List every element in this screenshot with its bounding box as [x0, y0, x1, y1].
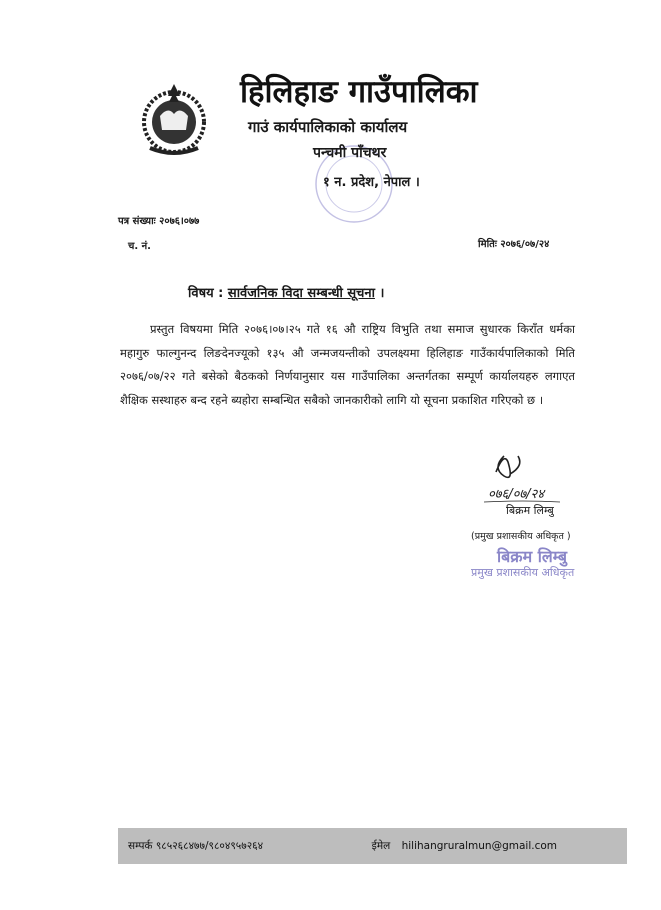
- subject-label: विषय :: [188, 286, 224, 301]
- signatory-title: (प्रमुख प्रशासकीय अधिकृत ): [471, 531, 571, 542]
- notice-paragraph: प्रस्तुत विषयमा मिति २०७६।०७।२५ गते १६ औ राष्ट्रिय विभुति तथा समाज सुधारक किराँत धर्मका महागुरु फाल्गुनन्द लिङदेनज्यूको १३५ औ जन्मजयन्तीको उपलक्ष्यमा हिलिहाङ गाउँकार्यपालिकाको मिति २०७६/०७/२२ गते बसेको बैठकको निर्णयानुसार यस गाउँपालिका अन्तर्गतका सम्पूर्ण कार्यालयहरु लगाएत शैक्षिक सस्थाहरु बन्द रहने ब्यहोरा सम्बन्धित सबैको जानकारीको लागि यो सूचना प्रकाशित गरिएको छ ।: [120, 322, 575, 407]
- notice-body: [120, 318, 575, 412]
- nepal-emblem-icon: [138, 78, 210, 160]
- letter-date: मितिः २०७६/०७/२४: [478, 239, 550, 250]
- signature-icon: [474, 448, 564, 508]
- subject-end: ।: [379, 286, 385, 301]
- office-subtitle: गाउं कार्यपालिकाको कार्यालय: [248, 118, 408, 136]
- contact-email-block: [372, 839, 557, 853]
- dispatch-number: च. नं.: [128, 241, 151, 252]
- subject-text: सार्वजनिक विदा सम्बन्धी सूचना: [227, 286, 375, 301]
- signature-date: ०७६/०७/२४: [488, 487, 545, 502]
- signatory-name: बिक्रम लिम्बु: [506, 504, 554, 517]
- office-address-line1: पन्चमी पाँचथर: [313, 145, 387, 161]
- email-label: ईमेल: [371, 840, 391, 852]
- office-title: हिलिहाङ गाउँपालिका: [240, 74, 478, 110]
- subject-line: [188, 283, 384, 301]
- office-address-line2: १ न. प्रदेश, नेपाल ।: [323, 175, 420, 190]
- contact-footer: [118, 828, 627, 864]
- stamp-name: बिक्रम लिम्बु: [497, 547, 568, 566]
- contact-phone: सम्पर्क ९८५२६८४७७/९८०४९५७२६४: [128, 840, 264, 852]
- email-address: hilihangruralmun@gmail.com: [401, 840, 557, 852]
- stamp-title: प्रमुख प्रशासकीय अधिकृत: [471, 566, 575, 579]
- letter-number: पत्र संख्याः २०७६।०७७: [118, 216, 200, 227]
